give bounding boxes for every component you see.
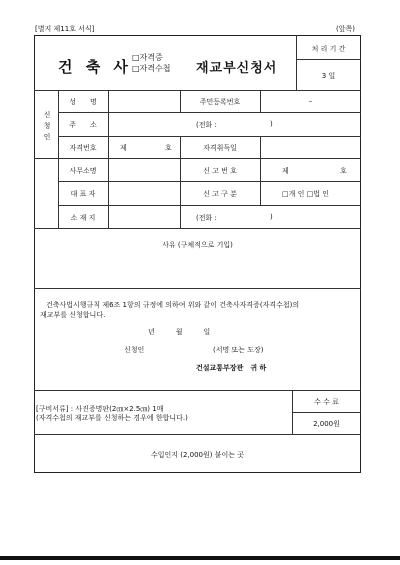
divider	[34, 90, 361, 91]
revenue-stamp-area: 수입인지 (2,000원) 붙이는 곳	[150, 451, 245, 459]
page-side: (앞쪽)	[336, 25, 355, 33]
statement-date: 년 월 일	[148, 328, 211, 336]
report-number-suffix: 호	[340, 167, 347, 175]
divider	[34, 158, 361, 159]
qualification-date-label: 자격취득일	[203, 144, 237, 152]
divider	[58, 112, 361, 113]
name-label: 성 명	[69, 98, 97, 106]
fee-label: 수 수 료	[314, 398, 339, 406]
divider	[34, 434, 361, 435]
address-phone-close: )	[270, 120, 273, 128]
title-option-certificate[interactable]: □자격증	[132, 53, 163, 62]
divider	[58, 90, 59, 228]
title-main: 건 축 사	[58, 58, 132, 76]
location-label: 소 재 지	[70, 214, 96, 222]
office-name-label: 사무소명	[69, 167, 97, 175]
statement-recipient: 건설교통부장관 귀 하	[196, 364, 267, 372]
qualification-number-suffix: 호	[165, 144, 172, 152]
divider	[260, 181, 261, 205]
documents-line1: [구비서류] : 사진증명판(2㎝×2.5㎝) 1매	[36, 405, 164, 413]
divider	[58, 205, 361, 206]
divider	[292, 412, 361, 413]
report-type-label: 신 고 구 분	[203, 190, 237, 198]
representative-label: 대 표 자	[70, 190, 96, 198]
rrn-separator: –	[308, 97, 313, 105]
address-phone-label: (전화 :	[196, 121, 217, 129]
report-type-options[interactable]: □개 인 □법 인	[282, 190, 329, 198]
divider	[34, 228, 361, 229]
statement-applicant: 신청인	[124, 346, 145, 354]
location-phone-label: (전화 :	[196, 214, 217, 222]
statement-line2: 재교부를 신청합니다.	[40, 311, 106, 319]
divider	[108, 90, 109, 228]
divider	[34, 288, 361, 289]
bottom-bar	[0, 556, 400, 560]
statement-line1: 건축사법시행규칙 제6조 1항의 규정에 의하여 위와 같이 건축사자격증(자격수첩)의	[46, 301, 300, 309]
documents-line2: (자격수첩의 재교부를 신청하는 경우에 한합니다.)	[36, 414, 188, 422]
statement-sign: (서명 또는 도장)	[213, 346, 264, 354]
applicant-side-label: 신 청 인	[43, 111, 51, 141]
divider	[58, 136, 361, 137]
qualification-number-prefix: 제	[120, 144, 127, 152]
divider	[296, 59, 361, 60]
location-phone-close: )	[270, 213, 273, 221]
report-number-prefix: 제	[282, 167, 289, 175]
divider	[58, 181, 361, 182]
qualification-number-label: 자격번호	[69, 144, 97, 152]
title-option-booklet[interactable]: □자격수첩	[132, 64, 171, 73]
title-rest: 재교부신청서	[196, 61, 278, 76]
processing-value: 3 일	[321, 72, 336, 80]
fee-value: 2,000원	[313, 420, 340, 428]
reason-label: 사유 (구체적으로 기입)	[162, 241, 233, 249]
divider	[260, 136, 261, 181]
report-number-label: 신 고 번 호	[203, 167, 237, 175]
address-label: 주 소	[69, 121, 97, 129]
rrn-label: 주민등록번호	[199, 98, 241, 106]
form-number: [별지 제11호 서식]	[35, 25, 95, 33]
divider	[34, 390, 361, 391]
processing-label: 처 리 기 간	[311, 45, 346, 53]
